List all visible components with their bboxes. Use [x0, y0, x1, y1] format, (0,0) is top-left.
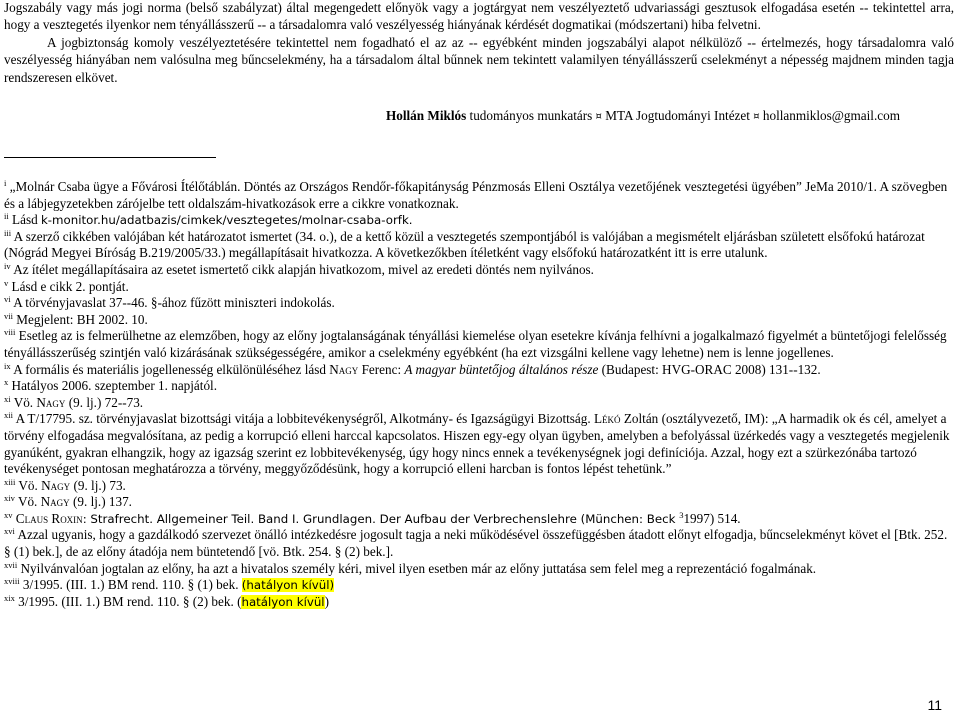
note-9 [4, 362, 954, 379]
note-text: (9. lj.) 73. [70, 477, 126, 493]
note-text: Lásd [12, 212, 41, 228]
note-18 [4, 577, 954, 594]
note-text: Az ítélet megállapításaira az esetet ismertető cikk alapján hivatkozom, mivel az eredeti döntés nem nyilvános. [13, 261, 594, 277]
note-mark: xii [4, 410, 13, 421]
note-text: (Budapest: HVG-ORAC 2008) 131--132. [598, 361, 821, 377]
author-email[interactable]: hollanmiklos@gmail.com [762, 108, 900, 123]
footnote-separator [4, 157, 216, 158]
note-text: Ferenc: [358, 361, 405, 377]
note-mark: xviii [4, 576, 20, 587]
note-text: Lásd e cikk 2. pontját. [11, 278, 129, 294]
note-mark: xix [4, 592, 15, 603]
main-text [4, 0, 954, 86]
note-text: Vö. [18, 477, 42, 493]
note-1 [4, 179, 954, 212]
author-line [386, 108, 900, 124]
note-6 [4, 295, 954, 312]
note-text: Azzal ugyanis, hogy a gazdálkodó szervezet önálló intézkedésre jogosult tagja a neki működésével összefüggésben átadott előnyt elfogadja, bűncselekményt követ el [Btk. 252. § (1) bek.], de az előny átadója nem büntetendő [vö. Btk. 254. § (2) bek.]. [4, 527, 948, 560]
note-11 [4, 395, 954, 412]
note-mark: ii [4, 211, 9, 222]
highlighted-text: (hatályon kívül) [241, 578, 335, 593]
note-text: Megjelent: BH 2002. 10. [16, 311, 148, 327]
note-mark: xv [4, 509, 13, 520]
note-19 [4, 594, 954, 611]
note-text: A törvényjavaslat 37--46. §-ához fűzött miniszteri indokolás. [13, 295, 335, 311]
separator-icon: ¤ [753, 111, 760, 122]
note-text: A szerző cikkében valójában két határozatot ismertet (34. o.), de a kettő közül a vesztegetés szempontjából is valójában a megismételt eljárásban született elsőfokú határozat (Nógrád Megyei Bíróság B.219/2005/33.) megállapításait hivatkozza. A következőkben ítéletként vagy elsőfokú határozatként itt is erre utalunk. [4, 228, 925, 261]
note-text: Vö. [13, 394, 37, 410]
note-text: 3/1995. (III. 1.) BM rend. 110. § (1) bek. [22, 577, 242, 593]
note-16 [4, 527, 954, 560]
note-link[interactable]: k-monitor.hu/adatbazis/cimkek/vesztegetes/molnar-csaba-orfk. [40, 213, 413, 228]
cited-author: Nagy [329, 361, 359, 377]
author-name: Hollán Miklós [386, 108, 467, 123]
edition-mark: 3 [679, 509, 684, 520]
note-7 [4, 312, 954, 329]
note-text: Vö. [17, 494, 41, 510]
author-institution: MTA Jogtudományi Intézet [605, 108, 750, 123]
note-text: 1997) 514. [683, 510, 741, 526]
note-2 [4, 212, 954, 229]
note-10 [4, 378, 954, 395]
author-role: tudományos munkatárs [469, 108, 593, 123]
cited-author: Claus Roxin [15, 510, 83, 526]
note-text: Esetleg az is felmerülhetne az elemzőben, hogy az előny jogtalanságának tényállási kiemelése olyan esetekre kívánja felhívni a jogalkalmazó figyelmét a büntetőjogi felelősség tényállásszerűség szintjén való kizárásának szükségességére, amikor a cselekmény egyébként (ha ezt vizsgálni kellene vagy lehetne) nem is lenne jogellenes. [4, 328, 947, 360]
note-mark: xi [4, 393, 11, 404]
note-mark: x [4, 377, 9, 388]
paragraph-2: A jogbiztonság komoly veszélyeztetésére tekintettel nem fogadható el az az -- egyébként minden jogszabályi alapot nélkülöző -- értelmezés, hogy társadalomra való veszélyesség hiányában nem valósulna meg bűncselekmény, ha a társadalom által bűnnek nem tekintett valamilyen tényállásszerű cselekményt a népesség majdnem minden tagja rendszeresen elkövet. [4, 34, 954, 85]
note-14 [4, 494, 954, 511]
note-5 [4, 279, 954, 296]
note-mark: viii [4, 327, 16, 338]
highlighted-text: hatályon kívül [241, 594, 325, 609]
note-mark: iii [4, 227, 12, 238]
note-text: A T/17795. sz. törvényjavaslat bizottsági vitája a lobbitevékenységről, Alkotmány- és Igazságügyi Bizottság. [15, 411, 594, 427]
note-mark: iv [4, 260, 11, 271]
note-4 [4, 262, 954, 279]
note-text: Hatályos 2006. szeptember 1. napjától. [11, 378, 217, 394]
paragraph-1: Jogszabály vagy más jogi norma (belső szabályzat) által megengedett előnyök vagy a jogtárgyat nem veszélyeztető udvariassági gesztusok elfogadása esetén -- tekintettel arra, hogy a vesztegetés ilyenkor nem tényállásszerű -- a társadalomra való veszélyesség hiányának kérdését dogmatikai (módszertani) hiba felvetni. [4, 0, 954, 33]
cited-author: Nagy [40, 494, 70, 510]
page-number: 11 [927, 697, 942, 713]
note-13 [4, 478, 954, 495]
cited-author: Lékó [593, 411, 621, 427]
note-mark: xiii [4, 476, 16, 487]
note-mark: xvii [4, 559, 18, 570]
note-text: (9. lj.) 137. [69, 494, 132, 510]
note-15 [4, 511, 954, 528]
note-mark: ix [4, 360, 11, 371]
note-text: 3/1995. (III. 1.) BM rend. 110. § (2) bek. ( [18, 593, 242, 609]
note-text: : Strafrecht. Allgemeiner Teil. Band I. Grundlagen. Der Aufbau der Verbrechenslehre (München: Beck [82, 511, 680, 526]
note-text: „Molnár Csaba ügye a Fővárosi Ítélőtáblán. Döntés az Országos Rendőr-főkapitányság Pénzmosás Elleni Osztálya vezetőjének vesztegetési ügyében” JeMa 2010/1. A szövegben és a lábjegyzetekben zárójelbe tett oldalszám-hivatkozások erre a cikkre vonatkoznak. [4, 179, 948, 211]
cited-author: Nagy [36, 394, 66, 410]
note-3 [4, 229, 954, 262]
note-mark: v [4, 277, 9, 288]
note-mark: xiv [4, 493, 15, 504]
endnotes [4, 179, 954, 610]
note-text: A formális és materiális jogellenesség elkülönüléséhez lásd [13, 361, 330, 377]
note-mark: i [4, 178, 7, 188]
cited-author: Nagy [41, 477, 71, 493]
note-text: Zoltán (osztályvezető, IM): „A harmadik ok és cél, amelyet a törvény elfogadása megvalósítana, az pedig a korrupció elleni harccal kapcsolatos. Hiszen egy-egy olyan ügyben, amelyben a befolyással üzérkedés vagy a vesztegetés megjelenik gyanúként, gyakran elhangzik, hogy az igazság szerint ez lobbitevékenység, úgy hogy nincs ennek a tevékenységnek jogi definíciója. Azzal, hogy ezt a szürkezónába tartozó tevékenységet pontosan meghatározza a törvény, meggyőződésünk, hogy a korrupció elleni harcban is fontos lépést tehetünk.” [4, 411, 950, 477]
cited-title: A magyar büntetőjog általános része [404, 361, 599, 377]
note-text: (9. lj.) 72--73. [65, 394, 144, 410]
note-mark: xvi [4, 526, 15, 537]
note-12 [4, 411, 954, 477]
note-8 [4, 328, 954, 361]
note-17 [4, 561, 954, 578]
note-mark: vii [4, 310, 13, 321]
note-text: Nyilvánvalóan jogtalan az előny, ha azt a hivatalos személy kéri, mivel ilyen esetben már az előny juttatása sem felel meg a reprezentáció fogalmának. [20, 560, 817, 576]
note-mark: vi [4, 294, 11, 305]
separator-icon: ¤ [595, 111, 602, 122]
note-text: ) [324, 593, 329, 609]
